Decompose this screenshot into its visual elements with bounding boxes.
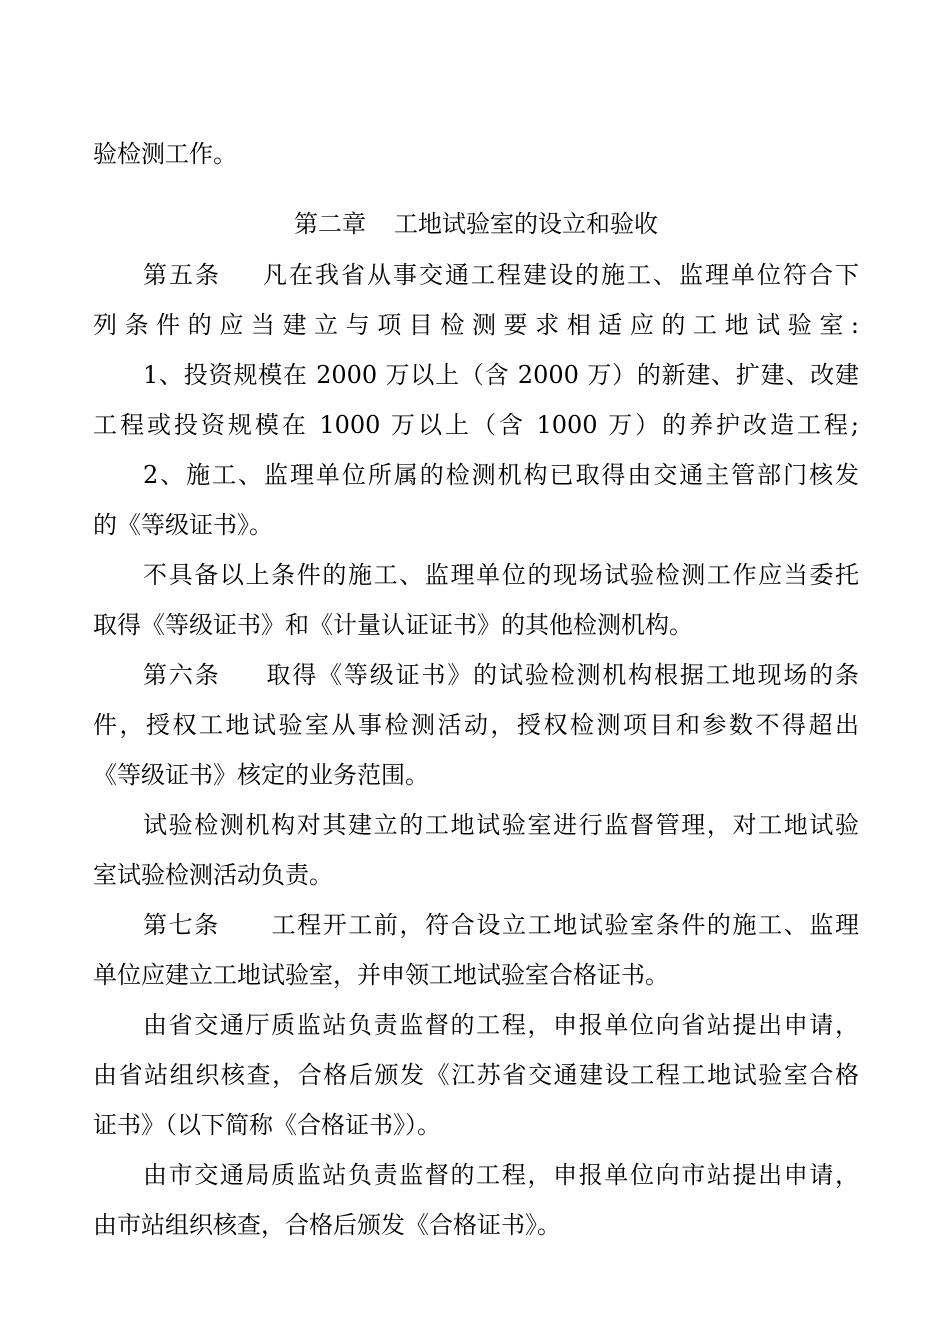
article-5-line-2: 列条件的应当建立与项目检测要求相适应的工地试验室:	[93, 311, 859, 339]
paragraph-line: 试验检测机构对其建立的工地试验室进行监督管理，对工地试验	[143, 811, 859, 839]
chapter-heading	[93, 207, 859, 241]
item-2-line-1: 2、施工、监理单位所属的检测机构已取得由交通主管部门核发	[143, 461, 859, 489]
article-6-line-2: 件，授权工地试验室从事检测活动，授权检测项目和参数不得超出	[93, 711, 859, 739]
text-line: 验检测工作。	[93, 140, 237, 168]
paragraph-line: 由市站组织核查，合格后颁发《合格证书》。	[93, 1211, 561, 1239]
item-1-line-1: 1、投资规模在 2000 万以上（含 2000 万）的新建、扩建、改建	[143, 361, 859, 389]
article-7-line-2: 单位应建立工地试验室，并申领工地试验室合格证书。	[93, 961, 669, 989]
article-7-line-1: 第七条 工程开工前，符合设立工地试验室条件的施工、监理	[143, 911, 859, 939]
article-6-label: 第六条	[143, 661, 221, 689]
article-6-line-1: 第六条 取得《等级证书》的试验检测机构根据工地现场的条	[143, 661, 859, 689]
paragraph-line: 由省交通厅质监站负责监督的工程，申报单位向省站提出申请，	[143, 1011, 859, 1039]
paragraph-line: 室试验检测活动负责。	[93, 861, 333, 889]
chapter-number: 第二章	[294, 210, 366, 238]
paragraph-line: 由市交通局质监站负责监督的工程，申报单位向市站提出申请，	[143, 1161, 859, 1189]
article-6-line-3: 《等级证书》核定的业务范围。	[93, 761, 429, 789]
item-2-line-2: 的《等级证书》。	[93, 511, 273, 539]
paragraph-line: 证书》（以下简称《合格证书》）。	[93, 1111, 441, 1139]
paragraph-line: 由省站组织核查，合格后颁发《江苏省交通建设工程工地试验室合格	[93, 1061, 859, 1089]
paragraph-line: 取得《等级证书》和《计量认证证书》的其他检测机构。	[93, 611, 693, 639]
paragraph-line: 不具备以上条件的施工、监理单位的现场试验检测工作应当委托	[143, 561, 859, 589]
article-5-line-1: 第五条 凡在我省从事交通工程建设的施工、监理单位符合下	[143, 261, 859, 289]
article-5-label: 第五条	[143, 261, 221, 289]
chapter-title: 工地试验室的设立和验收	[394, 210, 658, 238]
article-7-label: 第七条	[143, 911, 220, 939]
item-1-line-2: 工程或投资规模在 1000 万以上（含 1000 万）的养护改造工程;	[93, 411, 859, 439]
